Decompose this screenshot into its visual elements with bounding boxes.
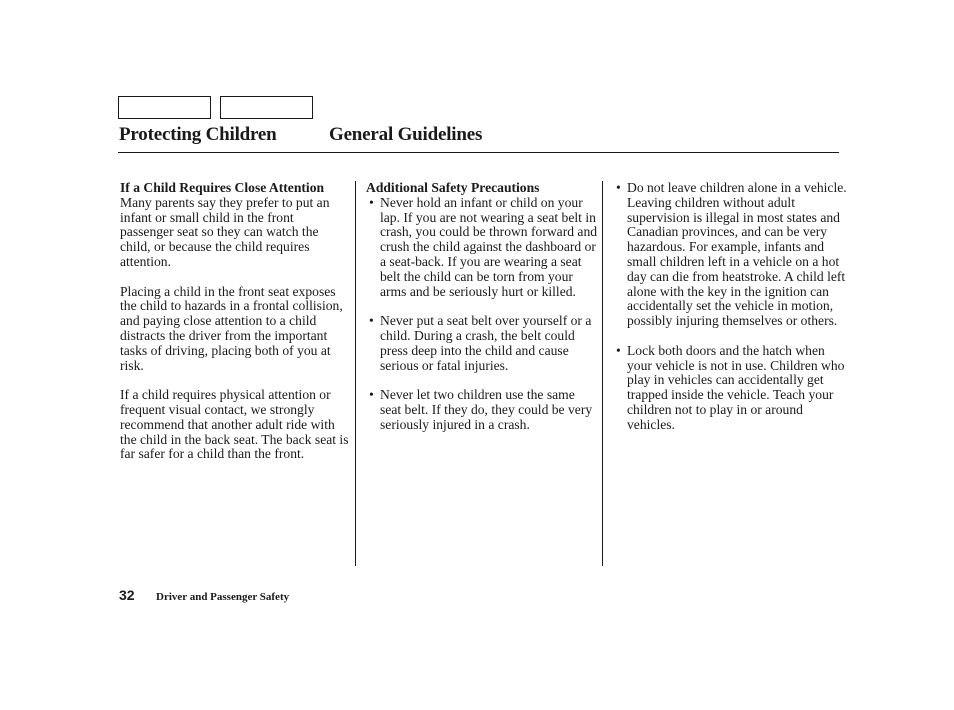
list-item-text: Never hold an infant or child on your lap. If you are not wearing a seat belt in crash, you could be thrown forward and crush the child against the dashboard or a seat-back. If you are wearing a seat belt the child can be torn from your arms and be seriously hurt or killed.: [380, 194, 598, 299]
bullet-icon: •: [369, 387, 374, 403]
paragraph: If a child requires physical attention or frequent visual contact, we strongly recommend that another adult ride with the child in the back seat. The back seat is far safer for a child than the front.: [120, 387, 349, 462]
header-rule: [118, 152, 839, 153]
column-middle: [366, 181, 598, 447]
header-tab-box-right: [220, 96, 313, 119]
page-number: 32: [119, 587, 135, 603]
header-tab-box-left: [118, 96, 211, 119]
bullet-list: [366, 196, 598, 433]
list-item: [616, 181, 848, 329]
bullet-list: [616, 181, 848, 433]
list-item: [616, 344, 848, 433]
page-title: Protecting Children: [119, 124, 277, 145]
subheading-safety-precautions: Additional Safety Precautions: [366, 180, 540, 195]
column-left: [120, 181, 350, 477]
paragraph: Placing a child in the front seat exposes the child to hazards in a frontal collision, and paying close attention to a child distracts the driver from the important tasks of driving, placing both of you at risk.: [120, 283, 343, 373]
list-item-text: Never put a seat belt over yourself or a child. During a crash, the belt could press deep into the child and cause serious or fatal injuries.: [380, 313, 592, 373]
list-item-text: Do not leave children alone in a vehicle. Leaving children without adult supervision is illegal in most states and Canadian provinces, and can be very hazardous. For example, infants and small children left in a vehicle on a hot day can die from heatstroke. A child left alone with the key in the ignition can accidentally set the vehicle in motion, possibly injuring themselves or others.: [627, 180, 847, 329]
bullet-icon: •: [616, 180, 621, 195]
column-divider: [355, 181, 356, 566]
bullet-icon: •: [369, 194, 374, 210]
column-right: [616, 181, 848, 447]
subheading-close-attention: If a Child Requires Close Attention: [120, 180, 325, 195]
bullet-icon: •: [616, 342, 621, 358]
page-subtitle: General Guidelines: [329, 124, 483, 145]
column-divider: [602, 181, 603, 566]
list-item: [366, 196, 598, 300]
list-item-text: Never let two children use the same seat belt. If they do, they could be very seriously injured in a crash.: [380, 387, 593, 432]
section-title-footer: Driver and Passenger Safety: [156, 591, 290, 603]
list-item-text: Lock both doors and the hatch when your vehicle is not in use. Children who play in vehicles can accidentally get trapped inside the vehicle. Teach your children not to play in or around vehicles.: [627, 342, 845, 432]
list-item: [366, 388, 598, 432]
list-item: [366, 314, 598, 373]
paragraph: Many parents say they prefer to put an infant or small child in the front passenger seat so they can watch the child, or because the child requires attention.: [120, 194, 330, 269]
bullet-icon: •: [369, 313, 374, 329]
